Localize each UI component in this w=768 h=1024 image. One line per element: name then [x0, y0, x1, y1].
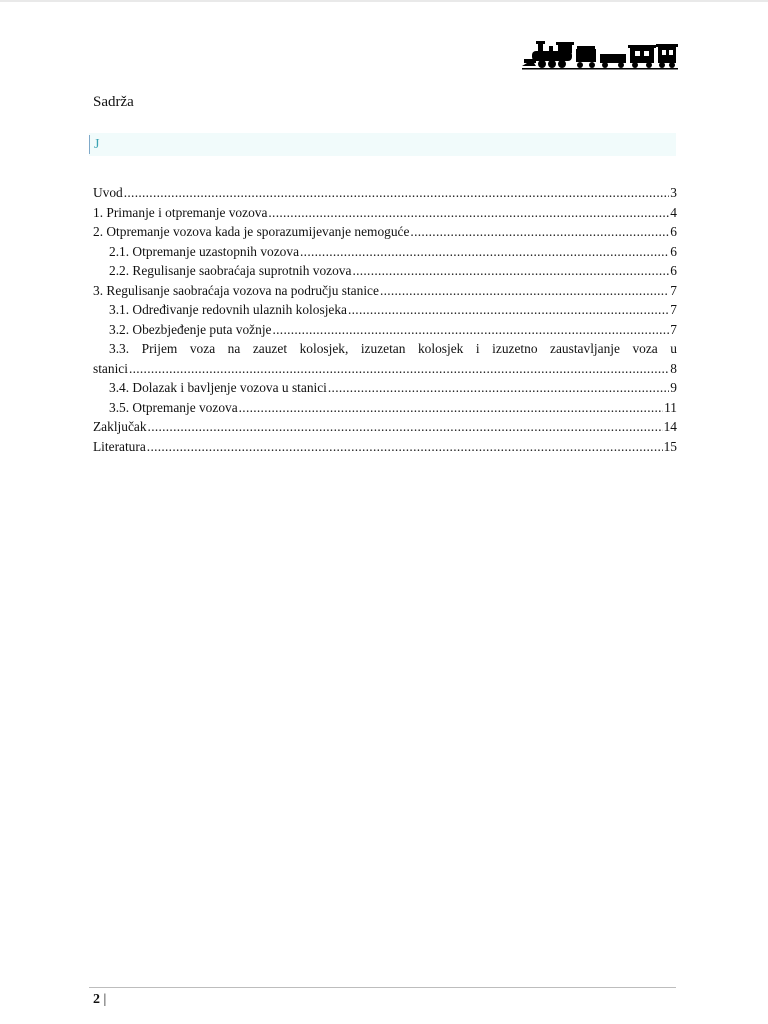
- toc-subentry[interactable]: [93, 398, 677, 418]
- toc-entry-line2: [93, 359, 677, 379]
- toc-entry-label: 2.2. Regulisanje saobraćaja suprotnih vozova: [109, 263, 352, 278]
- toc-entry-page: 4: [670, 204, 677, 220]
- top-divider: [0, 0, 768, 2]
- footer-divider: [89, 987, 676, 988]
- page-footer: [93, 991, 106, 1009]
- toc-entry-page: 3: [670, 185, 677, 200]
- toc-entry-page: 14: [663, 419, 677, 434]
- toc-leader-dots: [410, 222, 669, 242]
- steam-train-icon: [522, 38, 678, 70]
- toc-entry-page: 9: [670, 380, 677, 395]
- toc-entry-page: 7: [670, 282, 677, 298]
- toc-subentry[interactable]: [93, 261, 677, 281]
- toc-leader-dots: [380, 281, 669, 301]
- toc-entry[interactable]: [93, 437, 677, 457]
- toc-entry-label: 3.2. Obezbjeđenje puta vožnje: [109, 321, 272, 337]
- toc-entry-page: 15: [663, 438, 677, 454]
- toc-leader-dots: [147, 437, 663, 457]
- toc-entry-page: 6: [670, 243, 677, 259]
- toc-subentry-wrapped[interactable]: [93, 339, 677, 378]
- toc-subentry[interactable]: [93, 378, 677, 398]
- toc-leader-dots: [268, 203, 669, 223]
- toc-subentry[interactable]: [93, 242, 677, 262]
- toc-entry-label-line1: 3.3. Prijem voza na zauzet kolosjek, izuzetan kolosjek i izuzetno zaustavljanje voza u: [109, 341, 677, 356]
- toc-leader-dots: [129, 359, 669, 379]
- toc-entry-page: 7: [670, 302, 677, 317]
- text-cursor-icon: [89, 135, 90, 154]
- toc-entry-page: 7: [670, 321, 677, 337]
- toc-entry-page: 6: [670, 263, 677, 278]
- toc-leader-dots: [148, 417, 663, 437]
- toc-leader-dots: [348, 300, 669, 320]
- toc-leader-dots: [124, 183, 670, 203]
- toc-entry[interactable]: [93, 281, 677, 301]
- table-of-contents: [93, 183, 677, 456]
- toc-entry-label: 2. Otpremanje vozova kada je sporazumijevanje nemoguće: [93, 224, 410, 239]
- toc-subentry[interactable]: [93, 300, 677, 320]
- toc-leader-dots: [239, 398, 663, 418]
- text-cursor-line[interactable]: [89, 133, 676, 156]
- toc-entry[interactable]: [93, 203, 677, 223]
- toc-leader-dots: [328, 378, 669, 398]
- toc-entry-label: 3.5. Otpremanje vozova: [109, 399, 238, 415]
- toc-leader-dots: [273, 320, 670, 340]
- toc-entry-label: Literatura: [93, 438, 146, 454]
- toc-entry-page: 6: [670, 224, 677, 239]
- toc-entry-label: 2.1. Otpremanje uzastopnih vozova: [109, 243, 300, 259]
- toc-leader-dots: [300, 242, 669, 262]
- toc-entry[interactable]: [93, 183, 677, 203]
- toc-entry-label-line2: stanici: [93, 360, 128, 376]
- page-number: 2: [93, 992, 100, 1007]
- toc-entry-label: 3.1. Određivanje redovnih ulaznih kolosjeka: [109, 302, 347, 317]
- toc-entry-label: 3.4. Dolazak i bavljenje vozova u stanici: [109, 380, 327, 395]
- cursor-line-text: J: [94, 137, 100, 152]
- toc-entry-page: 11: [664, 399, 677, 415]
- toc-heading: Sadrža: [93, 94, 134, 110]
- toc-entry-page: 8: [670, 360, 677, 376]
- toc-entry-label: Uvod: [93, 185, 123, 200]
- toc-entry-label: 3. Regulisanje saobraćaja vozova na području stanice: [93, 282, 379, 298]
- toc-leader-dots: [352, 261, 669, 281]
- toc-entry-label: 1. Primanje i otpremanje vozova: [93, 204, 268, 220]
- toc-entry[interactable]: [93, 417, 677, 437]
- toc-entry-label: Zaključak: [93, 419, 147, 434]
- toc-entry[interactable]: [93, 222, 677, 242]
- toc-subentry[interactable]: [93, 320, 677, 340]
- footer-separator: |: [103, 992, 107, 1007]
